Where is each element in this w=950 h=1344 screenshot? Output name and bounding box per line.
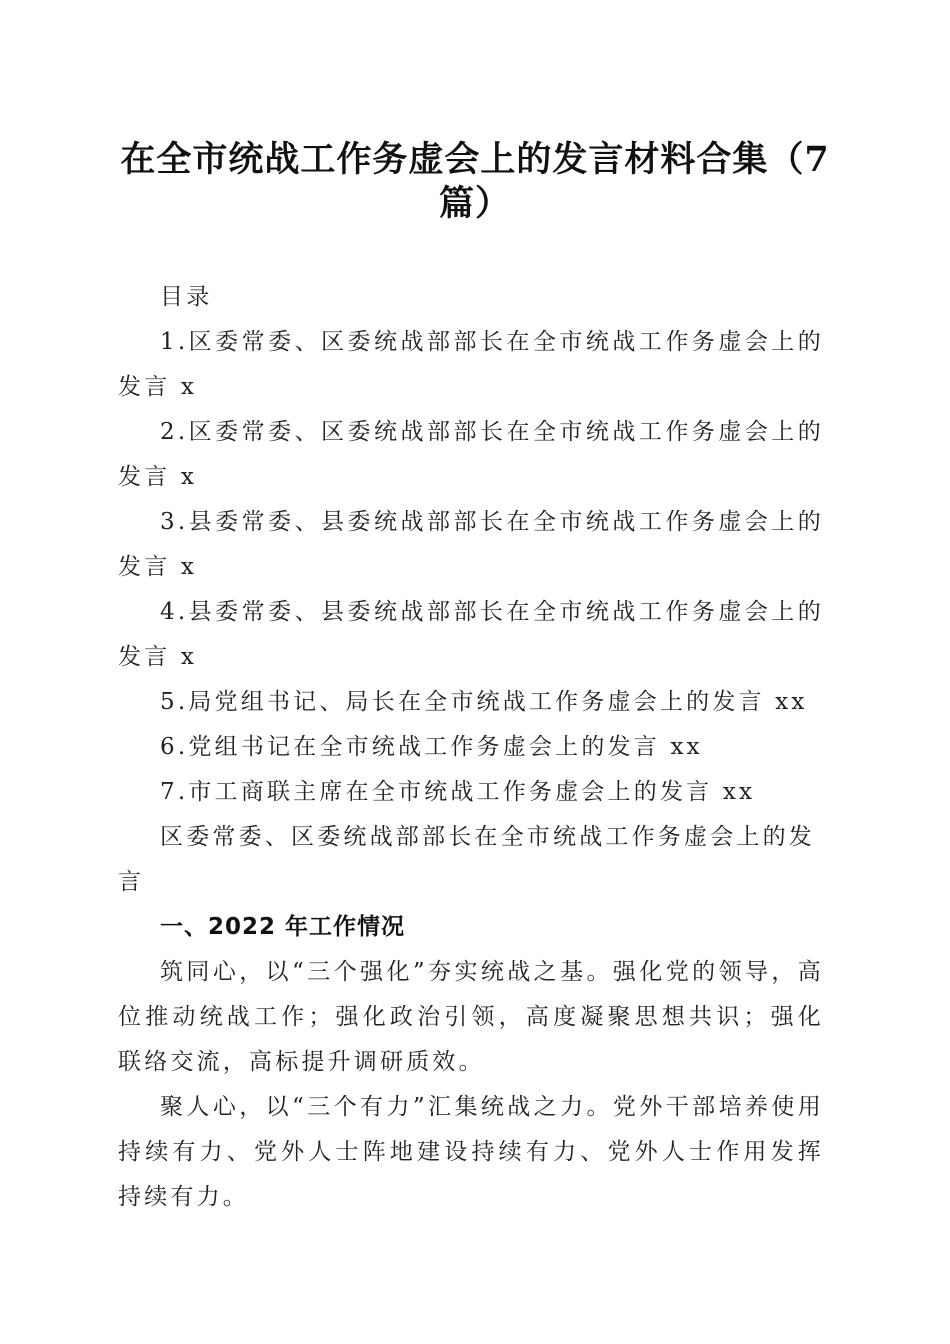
article-title: 区委常委、区委统战部部长在全市统战工作务虚会上的发言 xyxy=(118,824,815,895)
body-paragraph-1: 筑同心，以“三个强化”夯实统战之基。强化党的领导，高位推动统战工作；强化政治引领，高度凝聚思想共识；强化联络交流，高标提升调研质效。 xyxy=(118,959,824,1075)
document-title: 在全市统战工作务虚会上的发言材料合集（7篇） xyxy=(120,139,830,224)
toc-item-1: 1.区委常委、区委统战部部长在全市统战工作务虚会上的发言 x xyxy=(118,329,824,400)
toc-heading: 目录 xyxy=(160,284,213,310)
section-heading: 一、2022 年工作情况 xyxy=(160,914,406,940)
toc-item-5: 5.局党组书记、局长在全市统战工作务虚会上的发言 xx xyxy=(160,689,808,715)
toc-item-3: 3.县委常委、县委统战部部长在全市统战工作务虚会上的发言 x xyxy=(118,509,824,580)
toc-item-7: 7.市工商联主席在全市统战工作务虚会上的发言 xx xyxy=(160,779,756,805)
toc-item-2: 2.区委常委、区委统战部部长在全市统战工作务虚会上的发言 x xyxy=(118,419,824,490)
document-body xyxy=(118,275,824,1220)
body-paragraph-2: 聚人心，以“三个有力”汇集统战之力。党外干部培养使用持续有力、党外人士阵地建设持续有力、党外人士作用发挥持续有力。 xyxy=(118,1094,824,1210)
toc-item-6: 6.党组书记在全市统战工作务虚会上的发言 xx xyxy=(160,734,703,760)
toc-item-4: 4.县委常委、县委统战部部长在全市统战工作务虚会上的发言 x xyxy=(118,599,824,670)
